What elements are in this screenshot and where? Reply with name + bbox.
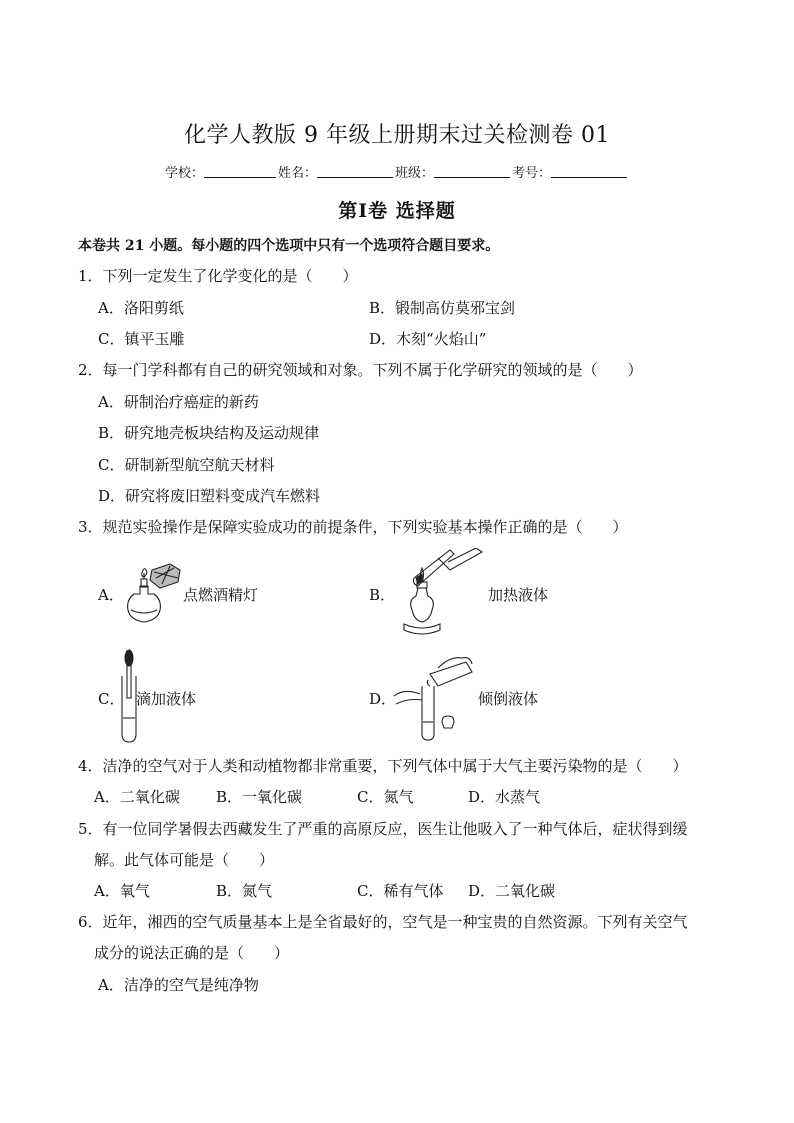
exam-no-blank[interactable] (551, 165, 627, 178)
section-intro: 本卷共 21 小题。每小题的四个选项中只有一个选项符合题目要求。 (78, 238, 500, 254)
exam-no-label: 考号： (512, 166, 552, 181)
class-blank[interactable] (434, 165, 510, 178)
name-label: 姓名： (277, 166, 317, 181)
question-3-stem: 3．规范实验操作是保障实验成功的前提条件，下列实验基本操作正确的是（ ） (78, 518, 628, 536)
question-2-stem: 2．每一门学科都有自己的研究领域和对象。下列不属于化学研究的领域的是（ ） (78, 361, 643, 379)
alcohol-lamp-lighting-figure (120, 560, 182, 628)
question-3-option-b[interactable]: B． (369, 586, 396, 604)
question-4-option-d[interactable]: D．水蒸气 (468, 788, 541, 806)
figure-d-label: 倾倒液体 (478, 690, 539, 708)
exam-title: 化学人教版 9 年级上册期末过关检测卷 01 (184, 123, 610, 148)
section-title: 第Ⅰ卷 选择题 (338, 200, 456, 222)
heating-liquid-figure (390, 548, 486, 640)
figure-a-label: 点燃酒精灯 (183, 586, 259, 604)
pouring-liquid-figure (392, 652, 476, 744)
question-5-option-a[interactable]: A．氧气 (94, 882, 150, 900)
question-5-option-c[interactable]: C．稀有气体 (357, 882, 444, 900)
name-blank[interactable] (317, 165, 393, 178)
question-4-option-b[interactable]: B．一氧化碳 (216, 788, 303, 806)
question-6-stem-line-1: 6．近年，湘西的空气质量基本上是全省最好的，空气是一种宝贵的自然资源。下列有关空气 (78, 913, 688, 931)
school-blank[interactable] (204, 165, 276, 178)
question-1-option-b[interactable]: B．锻制高仿莫邪宝剑 (369, 299, 516, 317)
question-5-stem-line-1: 5．有一位同学暑假去西藏发生了严重的高原反应，医生让他吸入了一种气体后，症状得到缓 (78, 820, 688, 838)
question-1-stem: 1．下列一定发生了化学变化的是（ ） (78, 267, 358, 285)
figure-b-label: 加热液体 (488, 586, 549, 604)
question-2-option-a[interactable]: A．研制治疗癌症的新药 (98, 393, 259, 411)
question-5-option-b[interactable]: B．氮气 (216, 882, 273, 900)
school-label: 学校： (164, 166, 204, 181)
question-4-option-c[interactable]: C．氮气 (357, 788, 414, 806)
question-1-option-d[interactable]: D．木刻“火焰山” (369, 330, 487, 348)
question-4-option-a[interactable]: A．二氧化碳 (94, 788, 180, 806)
question-3-option-a[interactable]: A． (98, 586, 124, 604)
question-1-option-c[interactable]: C．镇平玉雕 (98, 330, 185, 348)
question-3-option-d[interactable]: D． (369, 690, 397, 708)
question-2-option-d[interactable]: D．研究将废旧塑料变成汽车燃料 (98, 487, 321, 505)
question-4-stem: 4．洁净的空气对于人类和动植物都非常重要，下列气体中属于大气主要污染物的是（ ） (78, 757, 688, 775)
question-1-option-a[interactable]: A．洛阳剪纸 (98, 299, 184, 317)
figure-c-label: 滴加液体 (136, 690, 197, 708)
question-5-option-d[interactable]: D．二氧化碳 (468, 882, 556, 900)
question-6-option-a[interactable]: A．洁净的空气是纯净物 (98, 976, 259, 994)
question-2-option-b[interactable]: B．研究地壳板块结构及运动规律 (98, 424, 320, 442)
student-info-line (0, 162, 794, 181)
question-6-stem-line-2: 成分的说法正确的是（ ） (94, 944, 290, 962)
class-label: 班级： (395, 166, 435, 181)
question-5-stem-line-2: 解。此气体可能是（ ） (94, 851, 275, 869)
question-2-option-c[interactable]: C．研制新型航空航天材料 (98, 456, 275, 474)
question-3-option-c[interactable]: C． (98, 690, 125, 708)
